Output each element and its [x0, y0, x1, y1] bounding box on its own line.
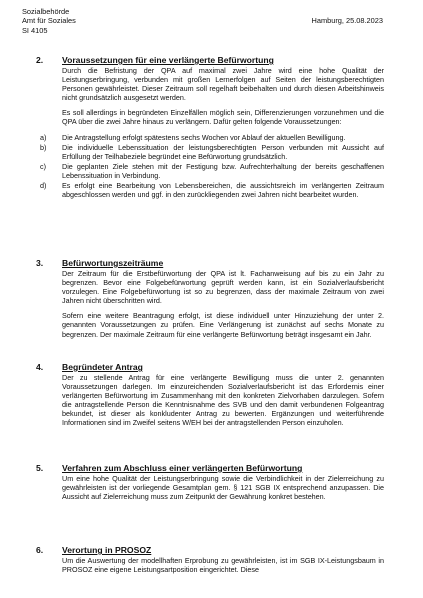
paragraph: Durch die Befristung der QPA auf maximal zwei Jahre wird eine hohe Qualität der Leistungserbringung, verbunden mit großen Lernerfolgen auf Seiten der leistungsberechtigten Personen gewährleistet. Dieser Zeitraum soll regelhaft beibehalten und durch diesen Arbeitshinweis nicht grundsätzlich ausgesetzt werden. [62, 66, 384, 103]
place-date: Hamburg, 25.08.2023 [311, 16, 383, 25]
list-marker: b) [40, 142, 47, 152]
sender-line: Sozialbehörde [22, 7, 70, 16]
section-number: 2. [36, 55, 44, 65]
list-marker: c) [40, 161, 46, 171]
section-number: 3. [36, 258, 44, 268]
paragraph: Der Zeitraum für die Erstbefürwortung der QPA ist lt. Fachanweisung auf bis zu ein Jahr zu begrenzen. Bevor eine Folgebefürwortung geprüft werden kann, ist ein Sozialverlaufsbericht vorzulegen. Eine Folgebefürwortung ist so zu begrenzen, dass der maximale Zeitraum von zwei Jahren nicht überschritten wird. [62, 269, 384, 306]
list-item [40, 132, 384, 142]
section-heading [36, 463, 384, 473]
list-item-text: Die individuelle Lebenssituation der leistungsberechtigten Person verbunden mit Aussicht auf Erfüllung der Teilhabeziele begründet eine Befürwortung grundsätzlich. [62, 142, 384, 161]
paragraph: Es soll allerdings in begründeten Einzelfällen möglich sein, Differenzierungen vorzunehmen und die QPA über die zwei Jahre hinaus zu verlängern. Dafür gelten folgende Voraussetzungen: [62, 108, 384, 127]
section-6 [36, 545, 384, 580]
list-item-text: Die geplanten Ziele stehen mit der Festigung bzw. Aufrechterhaltung der bereits geschaffenen Lebenssituation in Verbindung. [62, 161, 384, 180]
section-number: 4. [36, 362, 44, 372]
section-title: Verfahren zum Abschluss einer verlängerten Befürwortung [62, 463, 303, 473]
paragraph: Um eine hohe Qualität der Leistungserbringung sowie die Verbindlichkeit in der Zielerreichung zu gewährleisten ist der vorliegende Gesamtplan gem. § 121 SGB IX entsprechend anzupassen. Die Aussicht auf Zielerreichung muss zum Zeitpunkt der Gewährung konkret bestehen. [62, 474, 384, 502]
sender-line: Amt für Soziales [22, 16, 76, 26]
section-4 [36, 362, 384, 434]
list-marker: a) [40, 132, 47, 142]
section-3 [36, 258, 384, 345]
paragraph: Der zu stellende Antrag für eine verlängerte Bewilligung muss die unter 2. genannten Voraussetzungen darlegen. Im einzureichenden Sozialverlaufsbericht ist das Erfordernis einer verlängerten Befürwortung im Zusammenhang mit den konkreten Zielvorhaben darzulegen. Sofern die antragstellende Person die Kenntnisnahme des SVB und den damit verbundenen Folgeantrag bekundet, ist dieser als konkludenter Antrag zu bewerten. Ergänzungen und weiterführende Informationen sind im Zweifel seitens W/EH bei der antragstellenden Person einzuholen. [62, 373, 384, 428]
section-title: Verortung in PROSOZ [62, 545, 152, 555]
section-2 [36, 55, 384, 204]
section-number: 5. [36, 463, 44, 473]
sender-line: SI 4105 [22, 25, 48, 35]
section-title: Voraussetzungen für eine verlängerte Befürwortung [62, 55, 274, 65]
list-item [40, 181, 384, 200]
section-heading [36, 545, 384, 555]
list-item-text: Es erfolgt eine Bearbeitung von Lebensbereichen, die aussichtsreich im verlängerten Zeitraum abgeschlossen werden und ggf. in den zurückliegenden zwei Jahren nicht bearbeitet wurden. [62, 181, 384, 200]
sender-block [22, 7, 76, 35]
list-item-text: Die Antragstellung erfolgt spätestens sechs Wochen vor Ablauf der aktuellen Bewilligung. [62, 132, 346, 142]
list-item [40, 161, 384, 180]
list-marker: d) [40, 181, 47, 191]
section-title: Befürwortungszeiträume [62, 258, 164, 268]
requirements-list [40, 132, 384, 200]
section-5 [36, 463, 384, 507]
section-title: Begründeter Antrag [62, 362, 143, 372]
section-number: 6. [36, 545, 44, 555]
section-heading [36, 55, 384, 65]
paragraph: Sofern eine weitere Beantragung erfolgt, ist diese individuell unter Hinzuziehung der unter 2. genannten Voraussetzungen zu prüfen. Eine Verlängerung ist zunächst auf sechs Monate zu begrenzen. Der maximale Zeitraum für eine verlängerte Befürwortung beträgt insgesamt ein Jahr. [62, 311, 384, 339]
section-heading [36, 362, 384, 372]
list-item [40, 142, 384, 161]
section-heading [36, 258, 384, 268]
paragraph: Um die Auswertung der modellhaften Erprobung zu gewährleisten, ist im SGB IX-Leistungsbaum in PROSOZ eine eigene Leistungsartposition eingerichtet. Diese [62, 556, 384, 575]
